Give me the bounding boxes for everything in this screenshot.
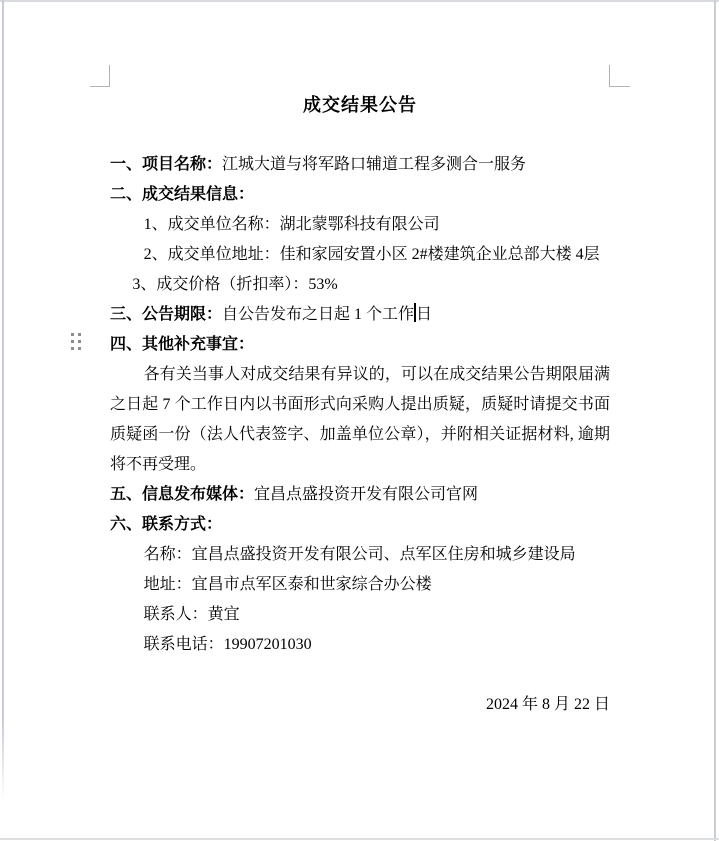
page-edge-bottom (0, 838, 719, 840)
section-1-project-name[interactable] (110, 150, 610, 180)
section-4-label: 四、其他补充事宜： (110, 336, 255, 353)
blank-line (110, 660, 610, 690)
contact-address-line[interactable]: 地址：宜昌市点军区泰和世家综合办公楼 (143, 576, 432, 593)
section-2-heading[interactable] (110, 180, 610, 210)
section-3-content-before: 自公告发布之日起 1 个工作 (222, 306, 415, 323)
section-6-heading[interactable] (110, 510, 610, 540)
result-item-1[interactable]: 1、成交单位名称：湖北蒙鄂科技有限公司 (143, 216, 440, 233)
document-title[interactable]: 成交结果公告 (303, 95, 417, 115)
supplement-paragraph[interactable]: 各有关当事人对成交结果有异议的，可以在成交结果公告期限届满之日起 7 个工作日内以书面形式向采购人提出质疑，质疑时请提交书面质疑函一份（法人代表签字、加盖单位公章），并附相关证据材料, 逾期将不再受理。 (110, 366, 610, 473)
section-3-announcement-period[interactable] (110, 300, 610, 330)
result-item-3[interactable]: 3、成交价格（折扣率）：53% (132, 276, 338, 293)
section-5-content: 宜昌点盛投资开发有限公司官网 (254, 486, 479, 503)
section-3-content-after: 日 (416, 306, 433, 323)
document-date[interactable]: 2024 年 8 月 22 日 (485, 696, 610, 713)
section-3-label: 三、公告期限： (110, 306, 223, 323)
contact-phone-line[interactable]: 联系电话：19907201030 (143, 636, 312, 653)
contact-name-line[interactable]: 名称：宜昌点盛投资开发有限公司、点军区住房和城乡建设局 (143, 546, 576, 563)
section-2-label: 二、成交结果信息： (110, 186, 255, 203)
result-item-2[interactable]: 2、成交单位地址：佳和家园安置小区 2#楼建筑企业总部大楼 4层 (143, 246, 600, 263)
section-5-media[interactable] (110, 480, 610, 510)
contact-person-line[interactable]: 联系人：黄宜 (143, 606, 240, 623)
section-1-content: 江城大道与将军路口辅道工程多测合一服务 (222, 156, 527, 173)
section-5-label: 五、信息发布媒体： (110, 486, 255, 503)
section-4-heading[interactable] (110, 330, 610, 360)
section-6-label: 六、联系方式： (110, 516, 223, 533)
blank-line (110, 120, 610, 150)
section-1-label: 一、项目名称： (110, 156, 223, 173)
